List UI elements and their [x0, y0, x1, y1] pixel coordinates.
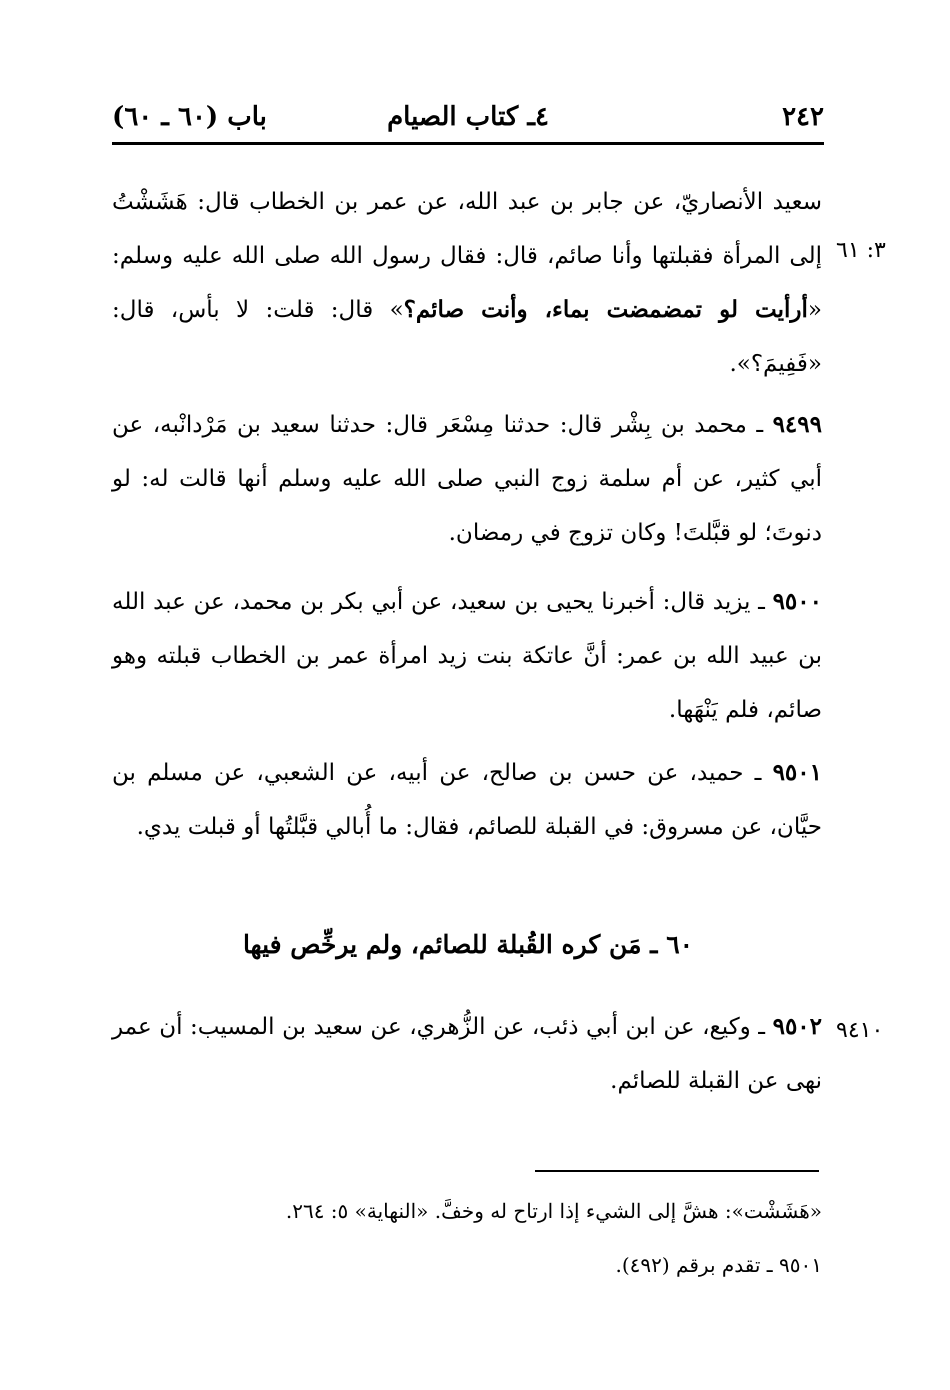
hadith-text: ـ يزيد قال: أخبرنا يحيى بن سعيد، عن أبي بكر بن محمد، عن عبد الله بن عبيد الله بن عمر: أنَّ عاتكة بنت زيد امرأة عمر بن الخطاب قبلته وهو صائم، فلم يَنْهَها. [112, 589, 822, 723]
hadith-9499 [112, 398, 822, 560]
hadith-9500 [112, 575, 822, 737]
hadith-text: ـ وكيع، عن ابن أبي ذئب، عن الزُّهري، عن سعيد بن المسيب: أن عمر نهى عن القبلة للصائم. [112, 1014, 822, 1094]
paragraph-text: » قال: قلت: لا بأس، قال: «فَفِيمَ؟». [112, 297, 822, 377]
footnote-1: «هَشَشْت»: هشَّ إلى الشيء إذا ارتاح له وخفَّ. «النهاية» ٥: ٢٦٤. [285, 1199, 822, 1223]
hadith-9501 [112, 746, 822, 854]
hadith-text: ـ حميد، عن حسن بن صالح، عن أبيه، عن الشعبي، عن مسلم بن حيَّان، عن مسروق: في القبلة للصائم، فقال: ما أُبالي قبَّلتُها أو قبلت يدي. [112, 760, 822, 840]
footnote-2: ٩٥٠١ ـ تقدم برقم (٤٩٢). [615, 1253, 822, 1277]
footnote-divider [535, 1170, 819, 1172]
hadith-number: ٩٤٩٩ [772, 411, 822, 438]
hadith-number: ٩٥٠١ [772, 759, 822, 786]
paragraph-continuation [112, 175, 822, 391]
hadith-text: ـ محمد بن بِشْر قال: حدثنا مِسْعَر قال: حدثنا سعيد بن مَرْدانْبه، عن أبي كثير، عن أم سلمة زوج النبي صلى الله عليه وسلم أنها قالت له: لو دنوتَ؛ لو قبَّلتَ! وكان تزوج في رمضان. [112, 412, 822, 546]
paragraph-text: سعيد الأنصاريّ، عن جابر بن عبد الله، عن عمر بن الخطاب قال: هَشَشْتُ إلى المرأة فقبلتها وأنا صائم، قال: فقال رسول الله صلى الله عليه وسلم: « [112, 189, 822, 323]
hadith-number: ٩٥٠٠ [772, 588, 822, 615]
margin-reference: ٩٤١٠ [836, 1018, 884, 1043]
page-number: ٢٤٢ [782, 102, 824, 132]
book-title: ٤ـ كتاب الصيام [387, 102, 549, 132]
chapter-range: باب (٦٠ ـ ٦٠) [112, 102, 267, 132]
hadith-number: ٩٥٠٢ [772, 1013, 823, 1040]
margin-reference: ٣: ٦١ [836, 238, 886, 263]
page-header [112, 92, 824, 145]
section-heading: ٦٠ ـ مَن كره القُبلة للصائم، ولم يرخِّص فيها [242, 930, 694, 959]
hadith-9502 [112, 1000, 822, 1108]
hadith-quote-bold: أرأيت لو تمضمضت بماء، وأنت صائم؟ [403, 296, 808, 323]
